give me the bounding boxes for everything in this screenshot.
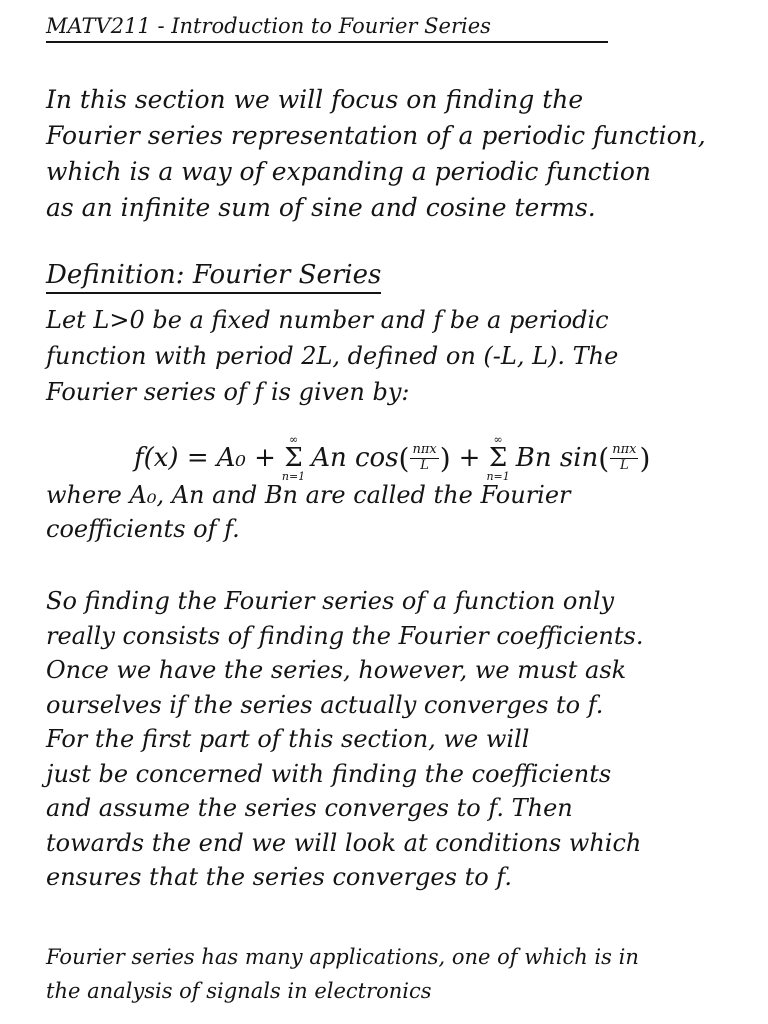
definition-line: Fourier series of f is given by: — [46, 378, 410, 406]
formula-an-term: An cos — [311, 443, 399, 473]
paragraph-line: and assume the series converges to f. Then — [46, 794, 573, 822]
definition-after-text — [46, 478, 746, 546]
paragraph-line: the analysis of signals in electronics — [46, 979, 432, 1003]
fraction-numerator: nπx — [412, 441, 437, 457]
sum-upper-limit: ∞ — [493, 433, 503, 446]
definition-line: Let L>0 be a fixed number and f be a periodic — [46, 306, 609, 334]
open-paren: ( — [598, 441, 610, 475]
paragraph-line: So finding the Fourier series of a function only — [46, 587, 615, 615]
intro-line: as an infinite sum of sine and cosine terms. — [46, 193, 596, 222]
intro-line: which is a way of expanding a periodic function — [46, 157, 651, 186]
summation-symbol — [486, 434, 509, 482]
summation-symbol — [282, 434, 305, 482]
paragraph-line: just be concerned with finding the coefficients — [46, 759, 612, 788]
definition-after-line: coefficients of f. — [46, 515, 240, 543]
close-paren: ) — [439, 441, 451, 475]
sigma-glyph: Σ — [488, 443, 508, 473]
paragraph-line: For the first part of this section, we will — [46, 725, 530, 753]
applications-paragraph — [46, 940, 746, 1008]
intro-line: In this section we will focus on finding the — [46, 85, 584, 114]
formula-plus: + — [458, 443, 481, 473]
formula-lhs: f(x) = — [134, 443, 209, 473]
fraction-denominator: L — [420, 457, 429, 473]
paragraph-line: really consists of finding the Fourier coefficients. — [46, 621, 644, 650]
definition-text — [46, 302, 746, 410]
paragraph-line: Fourier series has many applications, one of which is in — [46, 945, 639, 969]
sigma-glyph: Σ — [284, 443, 303, 473]
paragraph-line: Once we have the series, however, we must ask — [46, 656, 627, 684]
fraction-denominator: L — [620, 457, 629, 473]
close-paren: ) — [639, 441, 651, 475]
sum-lower-limit: n=1 — [486, 470, 510, 483]
paragraph-line: ourselves if the series actually converges to f. — [46, 690, 604, 719]
open-paren: ( — [398, 441, 410, 475]
formula-a0: A₀ + — [216, 443, 276, 473]
paragraph-line: towards the end we will look at conditions which — [46, 828, 642, 857]
cos-argument-fraction — [410, 443, 438, 474]
formula-bn-term: Bn sin — [515, 443, 599, 473]
fraction-numerator: nπx — [612, 441, 637, 457]
coefficients-paragraph — [46, 584, 746, 895]
sum-lower-limit: n=1 — [281, 470, 306, 483]
sum-upper-limit: ∞ — [288, 433, 299, 446]
definition-after-line: where A₀, An and Bn are called the Fourier — [46, 481, 571, 509]
intro-line: Fourier series representation of a periodic function, — [46, 121, 706, 150]
definition-line: function with period 2L, defined on (-L, L). The — [46, 342, 619, 370]
sin-argument-fraction — [610, 443, 638, 474]
page-title: MATV211 - Introduction to Fourier Series — [46, 14, 608, 43]
definition-heading: Definition: Fourier Series — [46, 260, 381, 294]
paragraph-line: ensures that the series converges to f. — [46, 863, 512, 891]
intro-paragraph — [46, 82, 746, 226]
